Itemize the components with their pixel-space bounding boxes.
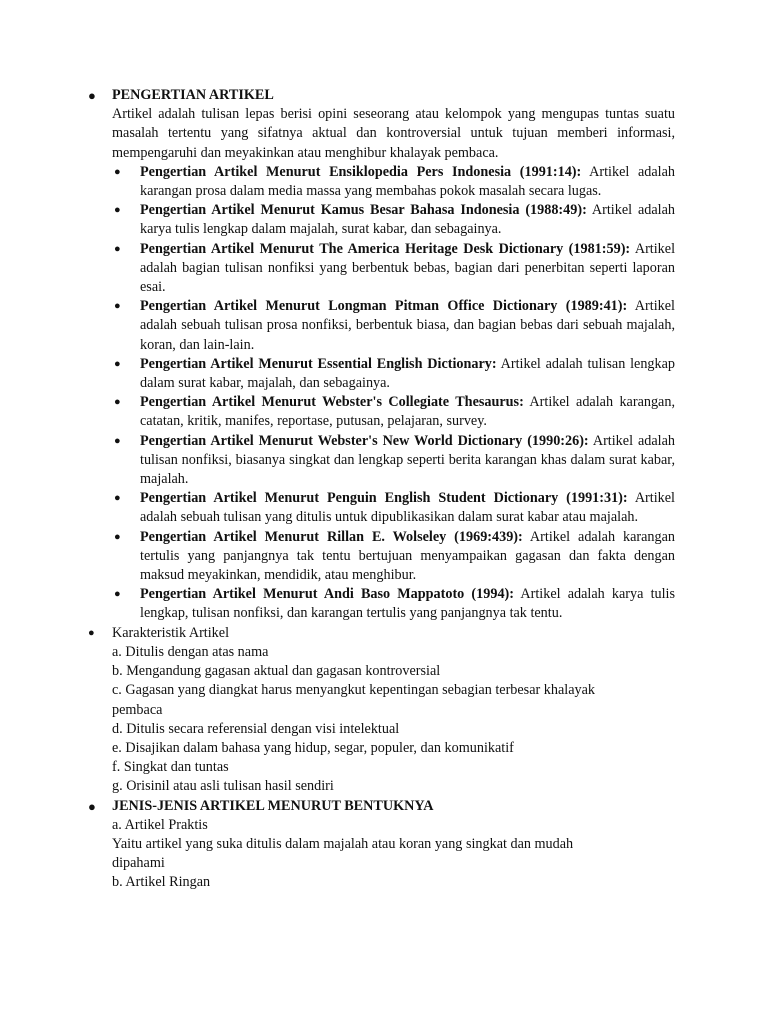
definition-body: Artikel adalah karya tulis lengkap dalam majalah, surat kabar, dan sebagainya. <box>140 202 675 238</box>
definition-source: Pengertian Artikel Menurut Webster's Collegiate Thesaurus: <box>140 394 524 411</box>
definition-item <box>114 528 675 586</box>
definition-source: Pengertian Artikel Menurut The America Heritage Desk Dictionary (1981:59): <box>140 240 631 257</box>
definition-body: Artikel adalah karya tulis lengkap, tulisan nonfiksi, dan karangan tertulis yang panjangnya tak tentu. <box>140 586 676 622</box>
definition-text <box>140 585 675 623</box>
definition-body: Artikel adalah karangan, catatan, kritik, manifes, reportase, putusan, pelajaran, survey. <box>140 394 675 430</box>
list-item: f. Singkat dan tuntas <box>112 759 229 776</box>
characteristics-heading-row <box>0 624 675 643</box>
definition-body: Artikel adalah tulisan lengkap dalam surat kabar, majalah, dan sebagainya. <box>140 355 675 392</box>
bullet-icon: ● <box>114 530 121 543</box>
definition-body: Artikel adalah sebuah tulisan prosa nonfiksi, berbentuk biasa, dan bagian bebas dari sebuah majalah, koran, dan lain-lain. <box>140 298 675 353</box>
definition-text <box>140 393 675 431</box>
bullet-icon: ● <box>114 165 121 178</box>
definition-text <box>140 163 675 201</box>
section-jenis-artikel <box>0 797 675 893</box>
bullet-icon: ● <box>114 357 121 370</box>
definition-body: Artikel adalah bagian tulisan nonfiksi yang berbentuk bebas, bagian dari penerbitan seperti laporan esai. <box>140 240 676 296</box>
list-item: c. Gagasan yang diangkat harus menyangkut kepentingan sebagian terbesar khalayak pembaca <box>112 682 595 718</box>
list-item: e. Disajikan dalam bahasa yang hidup, segar, populer, dan komunikatif <box>112 739 514 756</box>
definition-item <box>114 240 676 298</box>
definition-body: Artikel adalah karangan tertulis yang panjangnya tak tentu bertujuan menyampaikan gagasan dan fakta dengan maksud meyakinkan, mendidik, atau menghibur. <box>140 528 675 584</box>
definition-source: Pengertian Artikel Menurut Ensiklopedia Pers Indonesia (1991:14): <box>140 163 582 180</box>
definition-text <box>140 201 675 239</box>
characteristics-heading: Karakteristik Artikel <box>112 624 230 641</box>
definition-source: Pengertian Artikel Menurut Penguin English Student Dictionary (1991:31): <box>140 490 628 507</box>
list-item: a. Ditulis dengan atas nama <box>112 643 269 660</box>
bullet-icon: ● <box>114 492 121 505</box>
characteristics-list <box>0 643 637 797</box>
definition-item <box>114 393 675 431</box>
definition-text <box>140 355 675 393</box>
bullet-icon: ● <box>114 588 121 601</box>
list-item: b. Artikel Ringan <box>112 874 211 891</box>
definition-item <box>114 163 675 201</box>
definition-item <box>114 201 675 239</box>
definition-source: Pengertian Artikel Menurut Essential English Dictionary: <box>140 355 497 372</box>
bullet-icon: ● <box>114 396 121 409</box>
definition-body: Artikel adalah karangan prosa dalam media massa yang membahas pokok masalah secara lugas. <box>140 163 675 200</box>
definition-item <box>114 585 676 623</box>
list-item-description: Yaitu artikel yang suka ditulis dalam majalah atau koran yang singkat dan mudah dipahami <box>112 835 574 872</box>
list-item: a. Artikel Praktis <box>112 816 208 833</box>
definition-list <box>0 163 768 624</box>
definition-source: Pengertian Artikel Menurut Kamus Besar Bahasa Indonesia (1988:49): <box>140 202 587 219</box>
list-item: b. Mengandung gagasan aktual dan gagasan kontroversial <box>112 663 441 680</box>
bullet-icon: ● <box>88 798 96 814</box>
definition-text <box>140 528 675 586</box>
bullet-icon: ● <box>88 626 95 639</box>
definition-source: Pengertian Artikel Menurut Longman Pitman Office Dictionary (1989:41): <box>140 298 628 315</box>
definition-source: Pengertian Artikel Menurut Webster's New World Dictionary (1990:26): <box>140 432 589 449</box>
definition-item <box>114 432 675 490</box>
section-pengertian-artikel <box>0 86 675 163</box>
definition-text <box>140 297 675 355</box>
definition-text <box>140 240 675 298</box>
definition-text <box>140 489 675 527</box>
bullet-icon: ● <box>114 204 121 217</box>
definition-source: Pengertian Artikel Menurut Andi Baso Mappatoto (1994): <box>140 586 514 603</box>
section-heading: JENIS-JENIS ARTIKEL MENURUT BENTUKNYA <box>112 797 434 814</box>
definition-text <box>140 432 675 490</box>
definition-item <box>114 489 676 527</box>
section-intro: Artikel adalah tulisan lepas berisi opini seseorang atau kelompok yang mengupas tuntas suatu masalah tertentu yang sifatnya aktual dan kontroversial untuk tujuan memberi informasi, mempengaruhi dan meyakinkan atau menghibur khalayak pembaca. <box>112 106 675 161</box>
bullet-icon: ● <box>88 88 96 103</box>
definition-item <box>114 297 675 355</box>
list-item: g. Orisinil atau asli tulisan hasil sendiri <box>112 778 334 795</box>
document-page <box>0 86 768 893</box>
bullet-icon: ● <box>114 434 121 447</box>
definition-source: Pengertian Artikel Menurut Rillan E. Wolseley (1969:439): <box>140 528 523 545</box>
list-item: d. Ditulis secara referensial dengan visi intelektual <box>112 720 400 737</box>
section-heading: PENGERTIAN ARTIKEL <box>112 87 274 103</box>
definition-item <box>114 355 675 393</box>
definition-body: Artikel adalah tulisan nonfiksi, biasanya singkat dan lengkap seperti berita karangan khas dalam surat kabar, majalah. <box>140 432 675 488</box>
bullet-icon: ● <box>114 300 121 313</box>
definition-body: Artikel adalah sebuah tulisan yang ditulis untuk dipublikasikan dalam surat kabar atau majalah. <box>140 490 676 526</box>
bullet-icon: ● <box>114 242 121 255</box>
